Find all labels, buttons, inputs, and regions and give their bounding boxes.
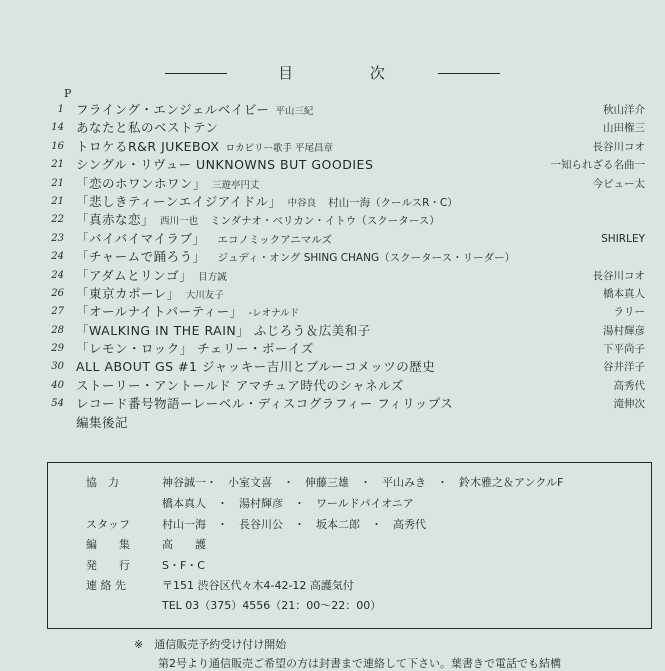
- toc-list: [0, 101, 665, 432]
- toc-title: 「恋のホワンホワン」 三遊亭円丈: [76, 175, 260, 191]
- credit-row: [86, 474, 563, 490]
- toc-title: シングル・リヴュー UNKNOWNS BUT GOODIES: [76, 157, 374, 173]
- toc-subtitle: 大川友子: [185, 289, 224, 301]
- toc-row: [0, 377, 665, 395]
- toc-title: 「悲しきティーンエイジアイドル」 中谷良 村山一海（クールスR・C）: [76, 193, 458, 209]
- toc-author: 下平尚子: [603, 343, 645, 356]
- toc-row: [0, 285, 665, 303]
- toc-author: 山田権三: [603, 122, 645, 135]
- heading-rule-right: [438, 73, 500, 74]
- toc-author: 長谷川コオ: [592, 269, 645, 282]
- toc-row: [0, 358, 665, 376]
- toc-author: 滝伸次: [613, 398, 645, 411]
- toc-row: [0, 340, 665, 358]
- credit-value: 神谷誠一・ 小室文喜 ・ 伸藤三雄 ・ 平山みき ・ 鈴木雅之＆アンクルF: [162, 476, 564, 489]
- toc-title: フライング・エンジェルベイビー 平山三紀: [76, 102, 314, 117]
- credit-row: [86, 557, 205, 573]
- credit-value: 橋本真人 ・ 湯村輝彦 ・ ワールドパイオニア: [162, 497, 414, 510]
- toc-page-number: 21: [51, 159, 64, 171]
- toc-title: 「東京カポーレ」 大川友子: [76, 285, 224, 301]
- toc-author: 長谷川コオ: [592, 140, 645, 153]
- toc-title: 「真赤な恋」 西川一也 ミンダナオ・ベリカン・イトウ（スクータース）: [76, 212, 440, 228]
- toc-row: [0, 267, 665, 285]
- credit-label: 発 行: [86, 559, 130, 572]
- toc-row: [0, 193, 665, 211]
- page-column-label: P: [64, 87, 72, 100]
- toc-author: SHIRLEY: [601, 232, 645, 245]
- toc-title: 編集後記: [76, 414, 129, 430]
- mail-order-notice: ※ 通信販売予約受け付け開始: [134, 638, 287, 651]
- credit-value: 〒151 渋谷区代々木4-42-12 高護気付: [162, 579, 354, 592]
- toc-page-number: 24: [51, 251, 64, 263]
- toc-author: 橋本真人: [603, 287, 645, 300]
- credit-value: TEL 03（375）4556（21：00〜22：00）: [162, 599, 382, 612]
- toc-subtitle: 中谷良: [287, 197, 317, 209]
- toc-page-number: 40: [51, 379, 64, 391]
- toc-credit: エコノミックアニマルズ: [217, 233, 332, 246]
- toc-row: [0, 119, 665, 137]
- credit-row: [86, 495, 414, 511]
- toc-page-number: 21: [51, 195, 64, 207]
- credit-label: 協 力: [86, 476, 119, 489]
- mail-order-notice-text: 第2号より通信販売ご希望の方は封書まで連絡して下さい。葉書きで電話でも結構: [158, 657, 561, 670]
- toc-page-number: 54: [51, 398, 64, 410]
- toc-row: [0, 175, 665, 193]
- toc-page-number: 28: [51, 324, 64, 336]
- toc-row: [0, 248, 665, 266]
- toc-title: トロケるR&R JUKEBOX ロカビリー歌手 平尾昌章: [76, 138, 334, 154]
- heading-rule-left: [165, 73, 227, 74]
- toc-subtitle: 西川一也: [160, 216, 199, 228]
- toc-title: 「チャームで踊ろう」 ジュディ・オング SHING CHANG（スクータース・リーダー）: [76, 249, 516, 265]
- toc-page-number: 22: [51, 214, 64, 226]
- credit-value: S・F・C: [162, 559, 205, 572]
- toc-heading: [0, 62, 665, 83]
- credit-row: [86, 536, 206, 552]
- toc-page-number: 16: [51, 140, 64, 152]
- toc-credit: ジュディ・オング SHING CHANG（スクータース・リーダー）: [217, 252, 516, 265]
- credit-label: 連 絡 先: [86, 579, 126, 592]
- heading-char-right: 次: [369, 64, 387, 82]
- toc-row: [0, 303, 665, 321]
- toc-title: 「アダムとリンゴ」 目方誠: [76, 267, 227, 283]
- toc-author: 一知られざる名曲一: [550, 159, 645, 172]
- toc-page-number: 1: [57, 104, 64, 115]
- toc-author: 湯村輝彦: [603, 324, 645, 337]
- credit-row: [86, 597, 381, 613]
- toc-subtitle: 三遊亭円丈: [212, 179, 260, 191]
- toc-page-number: 24: [51, 269, 64, 281]
- credit-label: 編 集: [86, 538, 130, 551]
- toc-page-number: 26: [51, 287, 64, 299]
- credit-value: 高 護: [162, 538, 206, 551]
- toc-title: ストーリー・アントールド アマチュア時代のシャネルズ: [76, 377, 404, 393]
- toc-row: [0, 138, 665, 156]
- toc-author: 谷井洋子: [603, 361, 645, 374]
- toc-row: [0, 101, 665, 119]
- toc-author: 秋山洋介: [603, 104, 645, 116]
- toc-author: 高秀代: [613, 379, 645, 392]
- toc-page-number: 14: [51, 122, 64, 134]
- toc-page-number: 29: [51, 343, 64, 355]
- toc-title: あなたと私のベストテン: [76, 120, 219, 136]
- toc-title: 「レモン・ロック」 チェリー・ボーイズ: [76, 341, 314, 357]
- toc-page-number: 30: [51, 361, 64, 373]
- toc-title: 「バイバイマイラブ」 エコノミックアニマルズ: [76, 230, 332, 246]
- credit-row: [86, 577, 354, 593]
- toc-subtitle: 目方誠: [198, 271, 227, 283]
- toc-author: 今ピュー太: [592, 177, 645, 190]
- toc-subtitle: -レオナルド: [248, 308, 300, 320]
- toc-author: ラリー: [613, 306, 645, 319]
- toc-credit: 村山一海（クールスR・C）: [328, 196, 458, 209]
- toc-row: [0, 322, 665, 340]
- heading-char-left: 目: [278, 64, 296, 82]
- toc-page-number: 27: [51, 306, 64, 318]
- credit-label: スタッフ: [86, 518, 130, 531]
- toc-credit: ミンダナオ・ベリカン・イトウ（スクータース）: [210, 215, 440, 228]
- toc-subtitle: 平山三紀: [275, 106, 314, 117]
- toc-title: 「WALKING IN THE RAIN」 ふじろう＆広美和子: [76, 322, 371, 338]
- toc-title: レコード番号物語ーレーベル・ディスコグラフィー フィリップス: [76, 396, 454, 412]
- toc-title: ALL ABOUT GS #1 ジャッキー吉川とブルーコメッツの歴史: [76, 359, 436, 375]
- toc-title: 「オールナイトパーティー」 -レオナルド: [76, 304, 300, 320]
- toc-subtitle: ロカビリー歌手 平尾昌章: [225, 142, 334, 154]
- credit-row: [86, 516, 426, 532]
- toc-page-number: 23: [51, 232, 64, 244]
- credit-value: 村山一海 ・ 長谷川公 ・ 坂本二郎 ・ 高秀代: [162, 518, 426, 531]
- toc-row: [0, 156, 665, 174]
- toc-page-number: 21: [51, 177, 64, 189]
- toc-row: [0, 414, 665, 432]
- toc-row: [0, 230, 665, 248]
- toc-row: [0, 395, 665, 413]
- toc-row: [0, 211, 665, 229]
